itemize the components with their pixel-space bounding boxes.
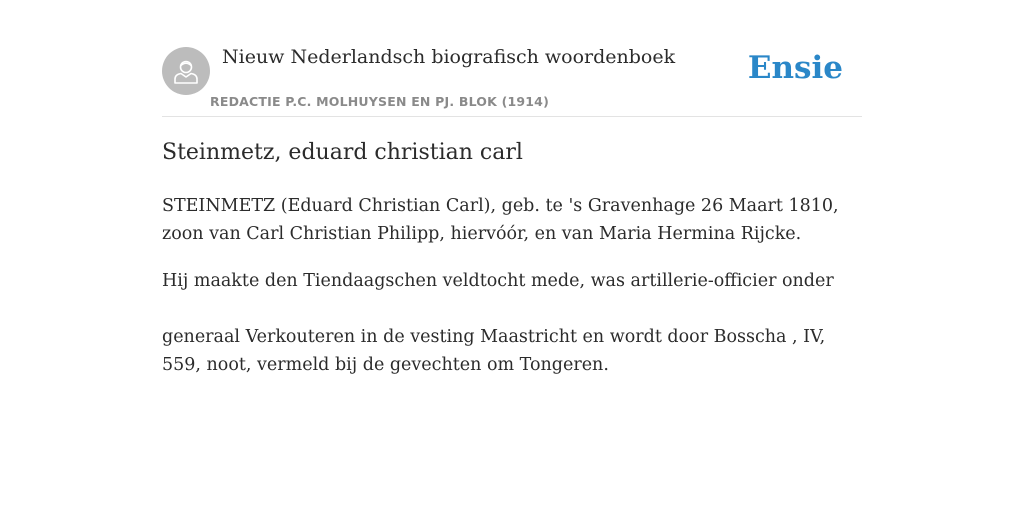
source-editors: REDACTIE P.C. MOLHUYSEN EN PJ. BLOK (1914) xyxy=(210,94,549,109)
source-header xyxy=(162,0,862,117)
page xyxy=(162,0,862,375)
entry-paragraph: STEINMETZ (Eduard Christian Carl), geb. te 's Gravenhage 26 Maart 1810, zoon van Carl Christian Philipp, hiervóór, en van Maria Hermina Rijcke. xyxy=(162,196,839,244)
avatar xyxy=(162,47,210,95)
entry-title: Steinmetz, eduard christian carl xyxy=(162,140,523,165)
entry-paragraph: generaal Verkouteren in de vesting Maastricht en wordt door Bosscha , IV, 559, noot, vermeld bij de gevechten om Tongeren. xyxy=(162,327,826,375)
source-title[interactable]: Nieuw Nederlandsch biografisch woordenboek xyxy=(222,46,676,68)
brand-logo[interactable]: Ensie xyxy=(747,50,843,86)
entry-paragraph: Hij maakte den Tiendaagschen veldtocht mede, was artillerie-officier onder xyxy=(162,271,834,291)
user-icon xyxy=(171,56,201,86)
